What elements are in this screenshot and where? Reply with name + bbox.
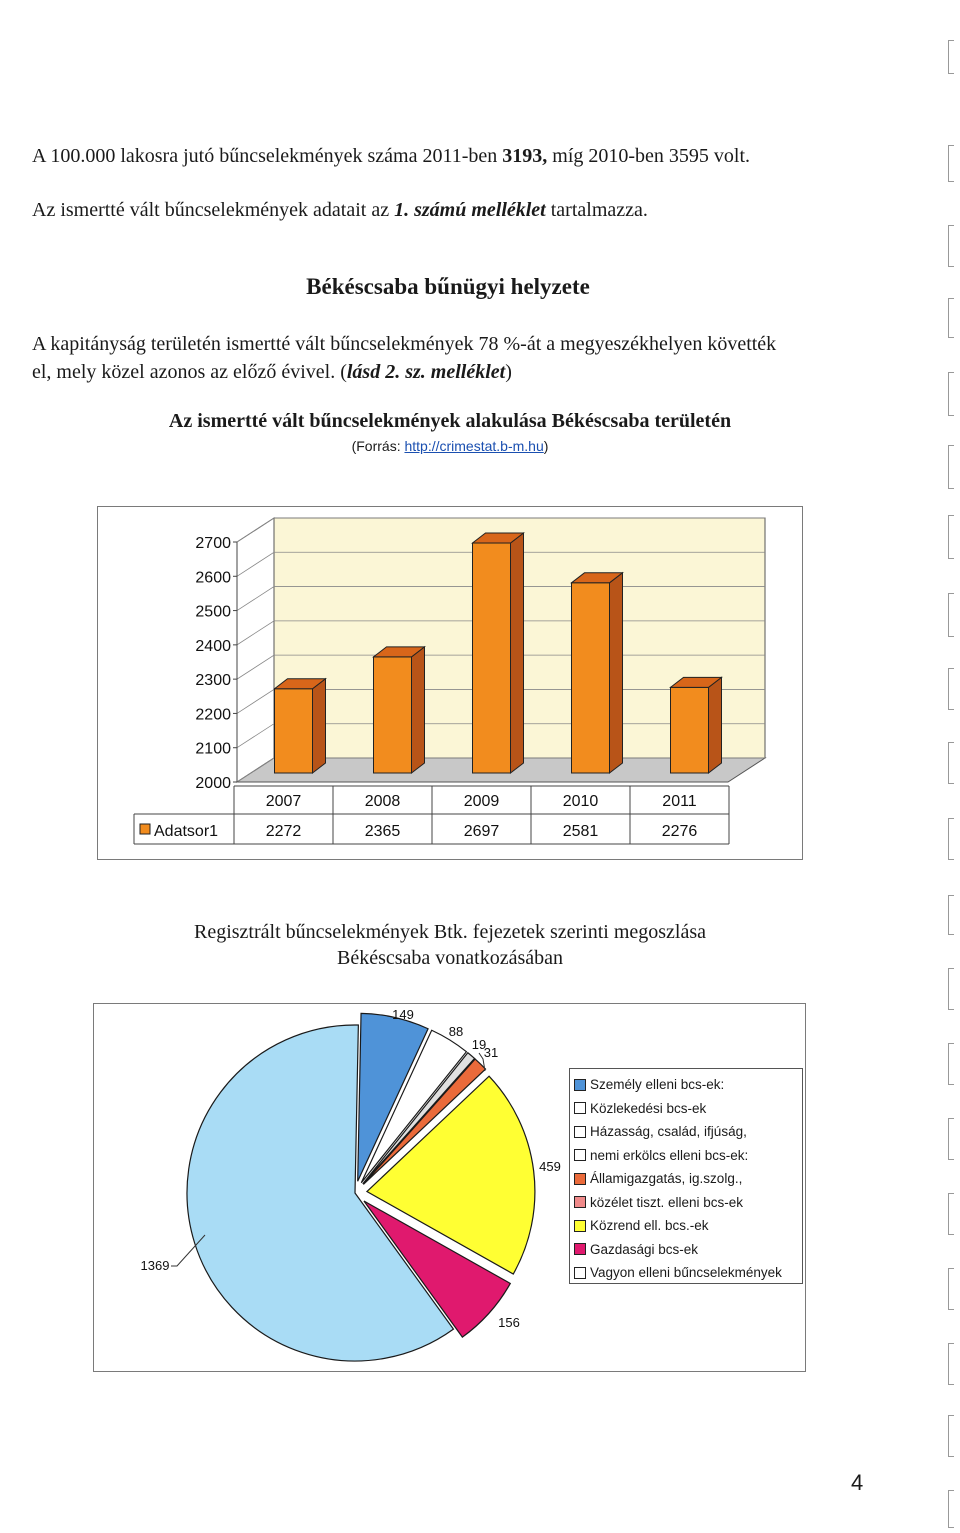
legend-label: közélet tiszt. elleni bcs-ek — [590, 1194, 744, 1210]
pie-data-label: 459 — [539, 1159, 561, 1174]
edge-mark — [948, 298, 954, 338]
legend-swatch — [574, 1079, 586, 1091]
bar-chart — [97, 506, 803, 860]
pie-legend — [569, 1068, 803, 1284]
legend-swatch — [574, 1173, 586, 1185]
edge-mark — [948, 968, 954, 1010]
data-table-value: 2272 — [265, 823, 302, 840]
legend-label: Közlekedési bcs-ek — [590, 1100, 707, 1116]
legend-label: nemi erkölcs elleni bcs-ek: — [590, 1147, 749, 1163]
annex-reference: lásd 2. sz. melléklet — [346, 361, 506, 383]
bar-side — [610, 573, 623, 773]
section-title: Békéscsaba bűnügyi helyzete — [306, 274, 590, 299]
x-category-label: 2008 — [364, 793, 401, 810]
source-link[interactable]: http://crimestat.b-m.hu — [404, 438, 544, 454]
pie-data-label: 19 — [471, 1037, 487, 1052]
legend-item — [574, 1120, 802, 1144]
bar-side — [709, 677, 722, 773]
intro-text: Az ismertté vált bűncselekmények adatait az — [32, 199, 395, 221]
x-category-label: 2010 — [562, 793, 599, 810]
y-tick-label: 2500 — [195, 603, 231, 621]
edge-mark — [948, 145, 954, 182]
data-table-value: 2365 — [364, 823, 401, 840]
edge-mark — [948, 445, 954, 489]
legend-swatch — [574, 1149, 586, 1161]
source-label: ) — [543, 438, 549, 454]
page-number: 4 — [851, 1470, 864, 1495]
edge-mark — [948, 225, 954, 267]
bar-chart-heading: Az ismertté vált bűncselekmények alakulása Békéscsaba területén — [168, 410, 732, 432]
legend-swatch — [574, 1243, 586, 1255]
x-category-label: 2007 — [265, 793, 302, 810]
data-table-value: 2697 — [463, 823, 500, 840]
legend-item — [574, 1073, 802, 1097]
edge-mark — [948, 593, 954, 637]
edge-mark — [948, 818, 954, 860]
pie-data-label: 1369 — [140, 1258, 170, 1273]
pie-data-label: 149 — [392, 1007, 414, 1022]
legend-label: Vagyon elleni bűncselekmények — [590, 1265, 782, 1281]
y-tick-label: 2200 — [195, 706, 231, 724]
series-legend-label: Adatsor1 — [154, 823, 219, 840]
source-label: (Forrás: — [351, 438, 405, 454]
intro-text: A 100.000 lakosra jutó bűncselekmények száma 2011-ben — [32, 145, 503, 167]
legend-swatch — [574, 1220, 586, 1232]
intro-text: míg 2010-ben 3595 volt. — [547, 145, 751, 167]
legend-swatch — [574, 1267, 586, 1279]
bar-chart-source — [0, 438, 900, 454]
x-category-label: 2011 — [662, 793, 697, 810]
legend-item — [574, 1167, 802, 1191]
legend-item — [574, 1238, 802, 1262]
data-table-value: 2276 — [661, 823, 698, 840]
edge-mark — [948, 895, 954, 935]
section-paragraph-line-2 — [32, 360, 512, 384]
pie-data-label: 156 — [498, 1315, 520, 1330]
y-tick-label: 2400 — [195, 637, 231, 655]
edge-mark — [948, 372, 954, 416]
intro-text: tartalmazza. — [545, 199, 648, 221]
bar-side — [511, 533, 524, 773]
bar-side — [412, 647, 425, 773]
legend-item — [574, 1261, 802, 1285]
edge-mark — [948, 1490, 954, 1528]
y-tick-label: 2600 — [195, 569, 231, 587]
data-table-value: 2581 — [562, 823, 599, 840]
y-tick-label: 2000 — [195, 775, 231, 792]
legend-label: Közrend ell. bcs.-ek — [590, 1218, 709, 1234]
legend-item — [574, 1144, 802, 1168]
legend-swatch — [574, 1126, 586, 1138]
edge-mark — [948, 742, 954, 784]
series-legend-swatch — [140, 824, 150, 834]
legend-label: Gazdasági bcs-ek — [590, 1241, 699, 1257]
annex-reference: 1. számú melléklet — [394, 199, 546, 221]
pie-data-label: 31 — [483, 1045, 499, 1060]
bar — [473, 543, 511, 773]
y-tick-label: 2700 — [195, 535, 231, 552]
intro-line-1 — [32, 144, 750, 168]
edge-mark — [948, 1043, 954, 1085]
y-tick-label: 2100 — [195, 740, 231, 758]
edge-mark — [948, 1268, 954, 1310]
paragraph-text: el, mely közel azonos az előző évivel. ( — [32, 361, 347, 383]
edge-mark — [948, 515, 954, 559]
edge-mark — [948, 668, 954, 710]
y-tick-label: 2300 — [195, 672, 231, 690]
intro-line-2 — [32, 198, 648, 222]
pie-data-label: 88 — [448, 1024, 464, 1039]
bar-side — [313, 679, 326, 773]
pie-chart-title-line-1: Regisztrált bűncselekmények Btk. fejezetek szerinti megoszlása — [193, 921, 707, 943]
chart-side-wall — [237, 518, 274, 782]
x-category-label: 2009 — [463, 793, 500, 810]
bar — [671, 687, 709, 773]
legend-label: Házasság, család, ifjúság, — [590, 1124, 747, 1140]
paragraph-text: ) — [505, 361, 512, 383]
legend-item — [574, 1097, 802, 1121]
edge-mark — [948, 1118, 954, 1160]
edge-mark — [948, 1193, 954, 1235]
legend-swatch — [574, 1102, 586, 1114]
bar — [572, 583, 610, 773]
edge-mark — [948, 40, 954, 74]
intro-bold-value: 3193, — [502, 145, 548, 167]
legend-item — [574, 1191, 802, 1215]
section-paragraph-line-1: A kapitányság területén ismertté vált bűncselekmények 78 %-át a megyeszékhelyen követték — [32, 333, 777, 355]
bar — [275, 689, 313, 773]
pie-chart-title-line-2: Békéscsaba vonatkozásában — [336, 947, 563, 969]
legend-swatch — [574, 1196, 586, 1208]
legend-label: Személy elleni bcs-ek: — [590, 1077, 725, 1093]
legend-item — [574, 1214, 802, 1238]
edge-mark — [948, 1343, 954, 1385]
edge-mark — [948, 1415, 954, 1457]
legend-label: Államigazgatás, ig.szolg., — [590, 1171, 743, 1187]
bar — [374, 657, 412, 773]
